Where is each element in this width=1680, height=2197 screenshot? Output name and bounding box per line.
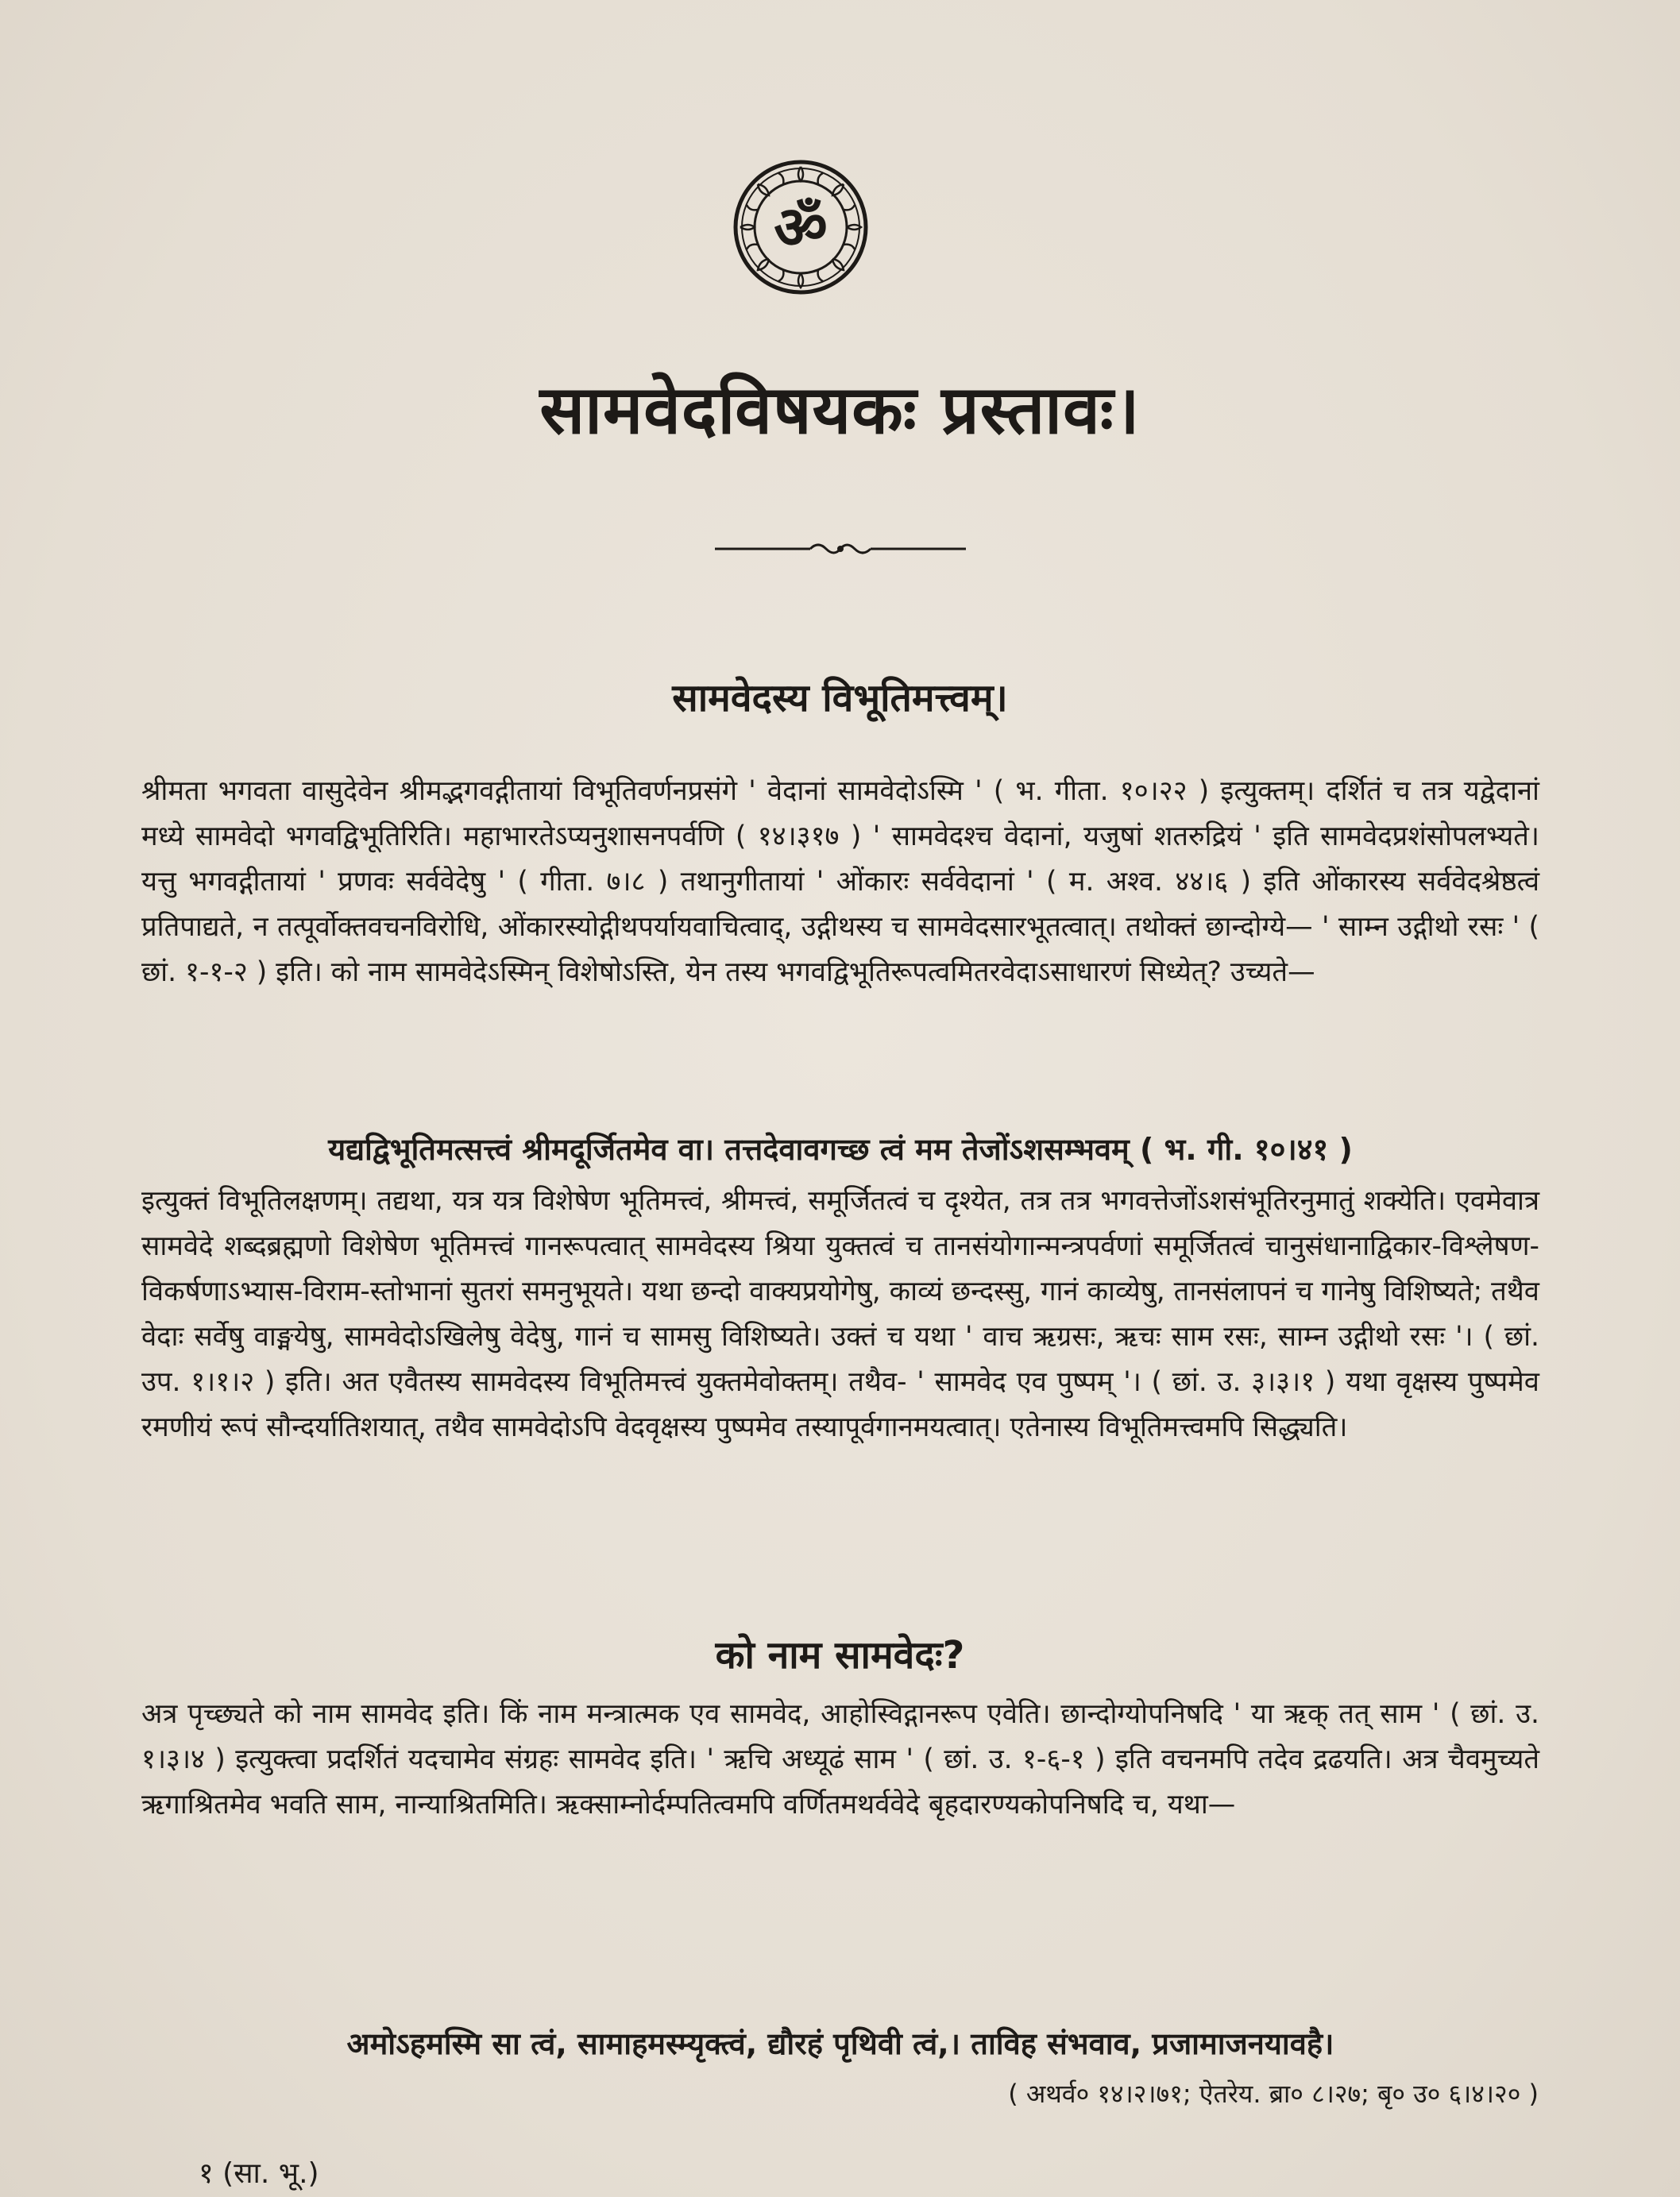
- ornament-divider-icon: [715, 537, 966, 561]
- paragraph-ko-nama: अत्र पृच्छ्यते को नाम सामवेद इति। किं नाम मन्त्रात्मक एव सामवेद, आहोस्विद्गानरूप एवेति। छान्दोग्योपनिषदि ' या ऋक् तत् साम ' ( छां. उ. १।३।४ ) इत्युक्त्वा प्रदर्शितं यदचामेव संग्रहः सामवेद इति। ' ऋचि अध्यूढं साम ' ( छां. उ. १-६-१ ) इति वचनमपि तदेव द्रढयति। अत्र चैवमुच्यते ऋगाश्रितमेव भवति साम, नान्याश्रितमिति। ऋक्साम्नोर्दम्पतित्वमपि वर्णितमथर्ववेदे बृहदारण्यकोपनिषदि च, यथा—: [141, 1698, 1539, 1821]
- paragraph-vibhuti-1: श्रीमता भगवता वासुदेवेन श्रीमद्भगवद्गीतायां विभूतिवर्णनप्रसंगे ' वेदानां सामवेदोऽस्मि ' ( भ. गीता. १०।२२ ) इत्युक्तम्। दर्शितं च तत्र यद्वेदानां मध्ये सामवेदो भगवद्विभूतिरिति। महाभारतेऽप्यनुशासनपर्वणि ( १४।३१७ ) ' सामवेदश्च वेदानां, यजुषां शतरुद्रियं ' इति सामवेदप्रशंसोपलभ्यते। यत्तु भगवद्गीतायां ' प्रणवः सर्ववेदेषु ' ( गीता. ७।८ ) तथानुगीतायां ' ओंकारः सर्ववेदानां ' ( म. अश्व. ४४।६ ) इति ओंकारस्य सर्ववेदश्रेष्ठत्वं प्रतिपाद्यते, न तत्पूर्वोक्तवचनविरोधि, ओंकारस्योद्गीथपर्यायवाचित्वाद्, उद्गीथस्य च सामवेदसारभूतत्वात्। तथोक्तं छान्दोग्ये— ' साम्न उद्गीथो रसः ' ( छां. १-१-२ ) इति। को नाम सामवेदेऽस्मिन् विशेषोऽस्ति, येन तस्य भगवद्विभूतिरूपत्वमितरवेदाऽसाधारणं सिध्येत्? उच्यते—: [141, 775, 1539, 988]
- page-title: सामवेदविषयकः प्रस्तावः।: [539, 371, 1141, 449]
- om-emblem-icon: [732, 159, 869, 295]
- section-heading-vibhuti: सामवेदस्य विभूतिमत्त्वम्।: [672, 676, 1008, 720]
- verse-gita: यद्यद्विभूतिमत्सत्त्वं श्रीमदूर्जितमेव वा। तत्तदेवावगच्छ त्वं मम तेजोंऽशसम्भवम् ( भ. गी. १०।४१ ): [328, 1132, 1353, 1167]
- page-footer-signature: १ (सा. भू.): [199, 2157, 319, 2190]
- section-heading-ko-nama: को नाम सामवेदः?: [715, 1633, 965, 1678]
- verse-reference: ( अथर्व० १४।२।७१; ऐतरेय. ब्रा० ८।२७; बृ० उ० ६।४।२० ): [1008, 2079, 1539, 2109]
- paragraph-vibhuti-2: इत्युक्तं विभूतिलक्षणम्। तद्यथा, यत्र यत्र विशेषेण भूतिमत्त्वं, श्रीमत्त्वं, समूर्जितत्वं च दृश्येत, तत्र तत्र भगवत्तेजोंऽशसंभूतिरनुमातुं शक्येति। एवमेवात्र सामवेदे शब्दब्रह्मणो विशेषेण भूतिमत्त्वं गानरूपत्वात् सामवेदस्य श्रिया युक्तत्वं च तानसंयोगान्मन्त्रपर्वणां समूर्जितत्वं चानुसंधानाद्विकार-विश्लेषण-विकर्षणाऽभ्यास-विराम-स्तोभानां सुतरां समनुभूयते। यथा छन्दो वाक्यप्रयोगेषु, काव्यं छन्दस्सु, गानं काव्येषु, तानसंलापनं च गानेषु विशिष्यते; तथैव वेदाः सर्वेषु वाङ्मयेषु, सामवेदोऽखिलेषु वेदेषु, गानं च सामसु विशिष्यते। उक्तं च यथा ' वाच ऋग्रसः, ऋचः साम रसः, साम्न उद्गीथो रसः '। ( छां. उप. १।१।२ ) इति। अत एवैतस्य सामवेदस्य विभूतिमत्त्वं युक्तमेवोक्तम्। तथैव- ' सामवेद एव पुष्पम् '। ( छां. उ. ३।३।१ ) यथा वृक्षस्य पुष्पमेव रमणीयं रूपं सौन्दर्यातिशयात्, तथैव सामवेदोऽपि वेदवृक्षस्य पुष्पमेव तस्यापूर्वगानमयत्वात्। एतेनास्य विभूतिमत्त्वमपि सिद्ध्यति।: [141, 1185, 1539, 1443]
- verse-atharva: अमोऽहमस्मि सा त्वं, सामाहमस्म्यृक्त्वं, द्यौरहं पृथिवी त्वं,। ताविह संभवाव, प्रजामाजनयावहै।: [346, 2026, 1334, 2061]
- svg-text:ॐ: ॐ: [774, 194, 828, 262]
